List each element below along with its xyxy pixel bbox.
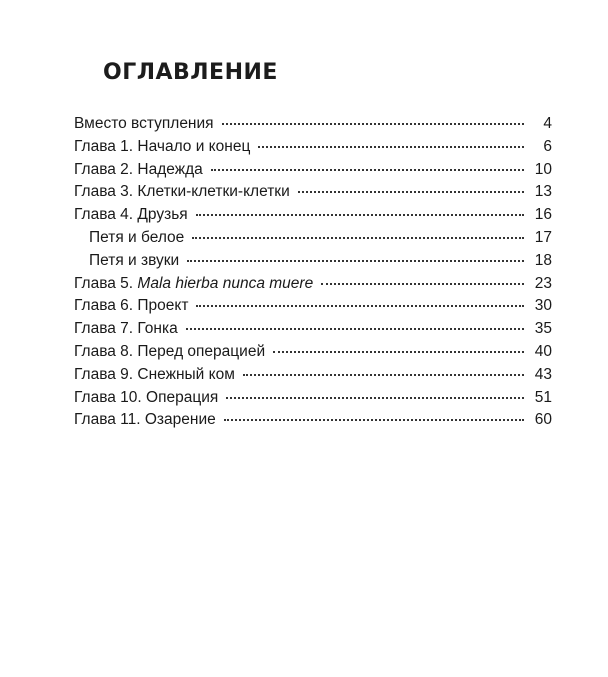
toc-entry-label: Глава 2. Надежда [74, 160, 203, 178]
dot-leader [243, 374, 524, 376]
toc-entry-page: 40 [534, 342, 552, 360]
toc-entry-label: Глава 6. Проект [74, 297, 189, 315]
toc-list [74, 113, 552, 432]
dot-leader [192, 237, 524, 239]
toc-entry-page: 51 [534, 388, 552, 406]
toc-entry-page: 30 [534, 297, 552, 315]
toc-entry-label: Глава 9. Снежный ком [74, 365, 235, 383]
toc-entry-page: 35 [534, 320, 552, 338]
toc-entry [74, 159, 552, 182]
toc-entry-label: Глава 5. Mala hierba nunca muere [74, 274, 314, 292]
toc-entry-label: Петя и белое [89, 228, 185, 246]
dot-leader [273, 351, 524, 353]
toc-entry [74, 387, 552, 410]
toc-entry-page: 6 [543, 137, 552, 155]
dot-leader [224, 419, 524, 421]
toc-entry [74, 409, 552, 432]
toc-entry [74, 136, 552, 159]
dot-leader [321, 283, 524, 285]
toc-entry-page: 60 [534, 411, 552, 429]
toc-entry [74, 318, 552, 341]
toc-entry-label: Глава 4. Друзья [74, 206, 188, 224]
dot-leader [298, 191, 524, 193]
dot-leader [211, 169, 524, 171]
toc-entry-label: Глава 1. Начало и конец [74, 137, 251, 155]
toc-entry-page: 43 [534, 365, 552, 383]
toc-entry [74, 204, 552, 227]
toc-entry [74, 113, 552, 136]
toc-entry-label: Глава 10. Операция [74, 388, 219, 406]
toc-subentry [74, 227, 552, 250]
toc-entry [74, 295, 552, 318]
toc-entry-label: Глава 11. Озарение [74, 411, 216, 429]
toc-subentry [74, 250, 552, 273]
dot-leader [196, 214, 524, 216]
toc-entry [74, 341, 552, 364]
toc-entry-label: Глава 7. Гонка [74, 320, 178, 338]
toc-entry [74, 181, 552, 204]
dot-leader [196, 305, 524, 307]
toc-entry-page: 17 [534, 228, 552, 246]
toc-entry [74, 364, 552, 387]
toc-entry-label: Вместо вступления [74, 115, 214, 132]
toc-entry [74, 273, 552, 296]
toc-entry-label: Глава 8. Перед операцией [74, 342, 266, 360]
toc-entry-page: 16 [534, 206, 552, 224]
toc-entry-page: 13 [534, 183, 552, 201]
dot-leader [187, 260, 524, 262]
toc-entry-page: 18 [534, 251, 552, 269]
dot-leader [258, 146, 524, 148]
toc-entry-page: 23 [534, 274, 552, 292]
italic-chapter-title: Mala hierba nunca muere [137, 274, 314, 292]
dot-leader [226, 397, 524, 399]
dot-leader [222, 123, 524, 125]
toc-entry-label: Петя и звуки [89, 251, 180, 269]
toc-entry-page: 4 [543, 115, 552, 132]
toc-entry-label: Глава 3. Клетки-клетки-клетки [74, 183, 290, 201]
dot-leader [186, 328, 524, 330]
toc-title: ОГЛАВЛЕНИЕ [103, 60, 278, 85]
toc-entry-page: 10 [534, 160, 552, 178]
